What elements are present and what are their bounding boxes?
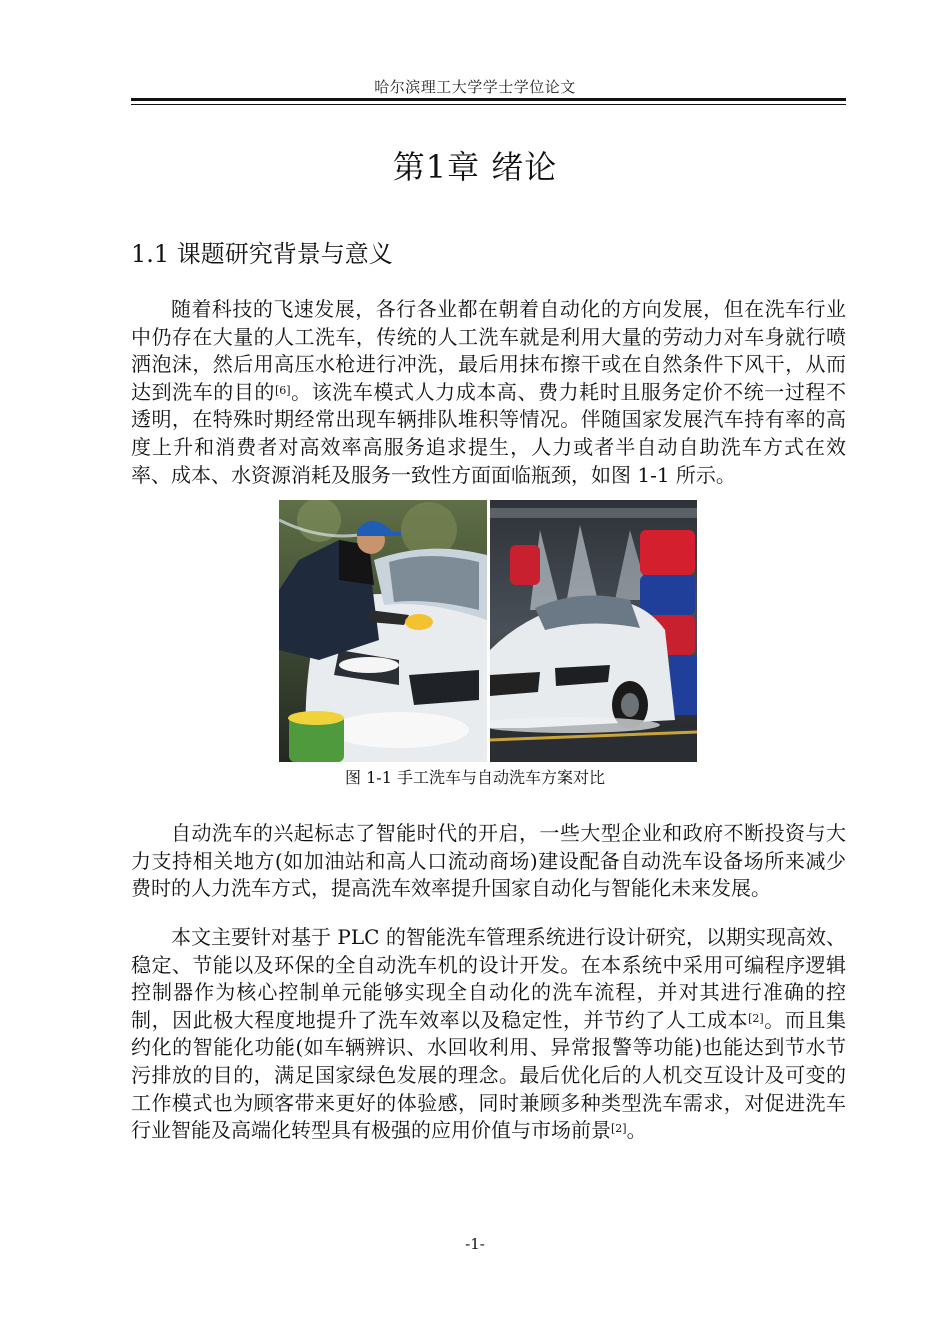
- header-rule-thick: [131, 98, 846, 101]
- paragraph-text: 本文主要针对基于 PLC 的智能洗车管理系统进行设计研究，以期实现高效、稳定、节能以及环保的全自动洗车机的设计开发。在本系统中采用可编程序逻辑控制器作为核心控制单元能够实现全自动化的洗车流程，并对其进行准确的控制，因此极大程度地提升了洗车效率以及稳定性，并节约了人工成本: [131, 925, 846, 1032]
- paragraph-text: 自动洗车的兴起标志了智能时代的开启，一些大型企业和政府不断投资与大力支持相关地方(如加油站和高人口流动商场)建设配备自动洗车设备场所来减少费时的人力洗车方式，提高洗车效率提升国家自动化与智能化未来发展。: [131, 821, 846, 901]
- paragraph-scope: [131, 924, 846, 1145]
- paragraph-text: 随着科技的飞速发展，各行各业都在朝着自动化的方向发展，但在洗车行业中仍存在大量的人工洗车，传统的人工洗车就是利用大量的劳动力对车身就行喷洒泡沫，然后用高压水枪进行冲洗，最后用抹布擦干或在自然条件下风干，从而达到洗车的目的: [131, 297, 846, 404]
- paragraph-text-end: 。: [626, 1118, 647, 1143]
- paragraph-automation: [131, 820, 846, 903]
- section-title: 1.1 课题研究背景与意义: [131, 240, 393, 268]
- figure-1-1: [279, 500, 697, 762]
- citation-ref[interactable]: [2]: [748, 1011, 764, 1025]
- header-rule-thin: [131, 104, 846, 105]
- figure-caption: 图 1-1 手工洗车与自动洗车方案对比: [345, 768, 605, 787]
- manual-car-wash-photo: [279, 500, 487, 762]
- citation-ref[interactable]: [2]: [611, 1122, 627, 1136]
- paragraph-text-continued: 。而且集约化的智能化功能(如车辆辨识、水回收利用、异常报警等功能)也能达到节水节污排放的目的，满足国家绿色发展的理念。最后优化后的人机交互设计及可变的工作模式也为顾客带来更好的体验感，同时兼顾多种类型洗车需求，对促进洗车行业智能及高端化转型具有极强的应用价值与市场前景: [131, 1007, 847, 1143]
- running-header: 哈尔滨理工大学学士学位论文: [374, 78, 576, 96]
- paragraph-text-continued: 。该洗车模式人力成本高、费力耗时且服务定价不统一过程不透明，在特殊时期经常出现车辆排队堆积等情况。伴随国家发展汽车持有率的高度上升和消费者对高效率高服务追求提生，人力或者半自动自助洗车方式在效率、成本、水资源消耗及服务一致性方面面临瓶颈，如图 1-1 所示。: [131, 379, 847, 487]
- automatic-car-wash-photo: [490, 500, 697, 762]
- page-number: -1-: [465, 1235, 485, 1253]
- chapter-title: 第1章 绪论: [392, 148, 558, 186]
- paragraph-background: [131, 296, 846, 489]
- citation-ref[interactable]: [6]: [275, 383, 291, 397]
